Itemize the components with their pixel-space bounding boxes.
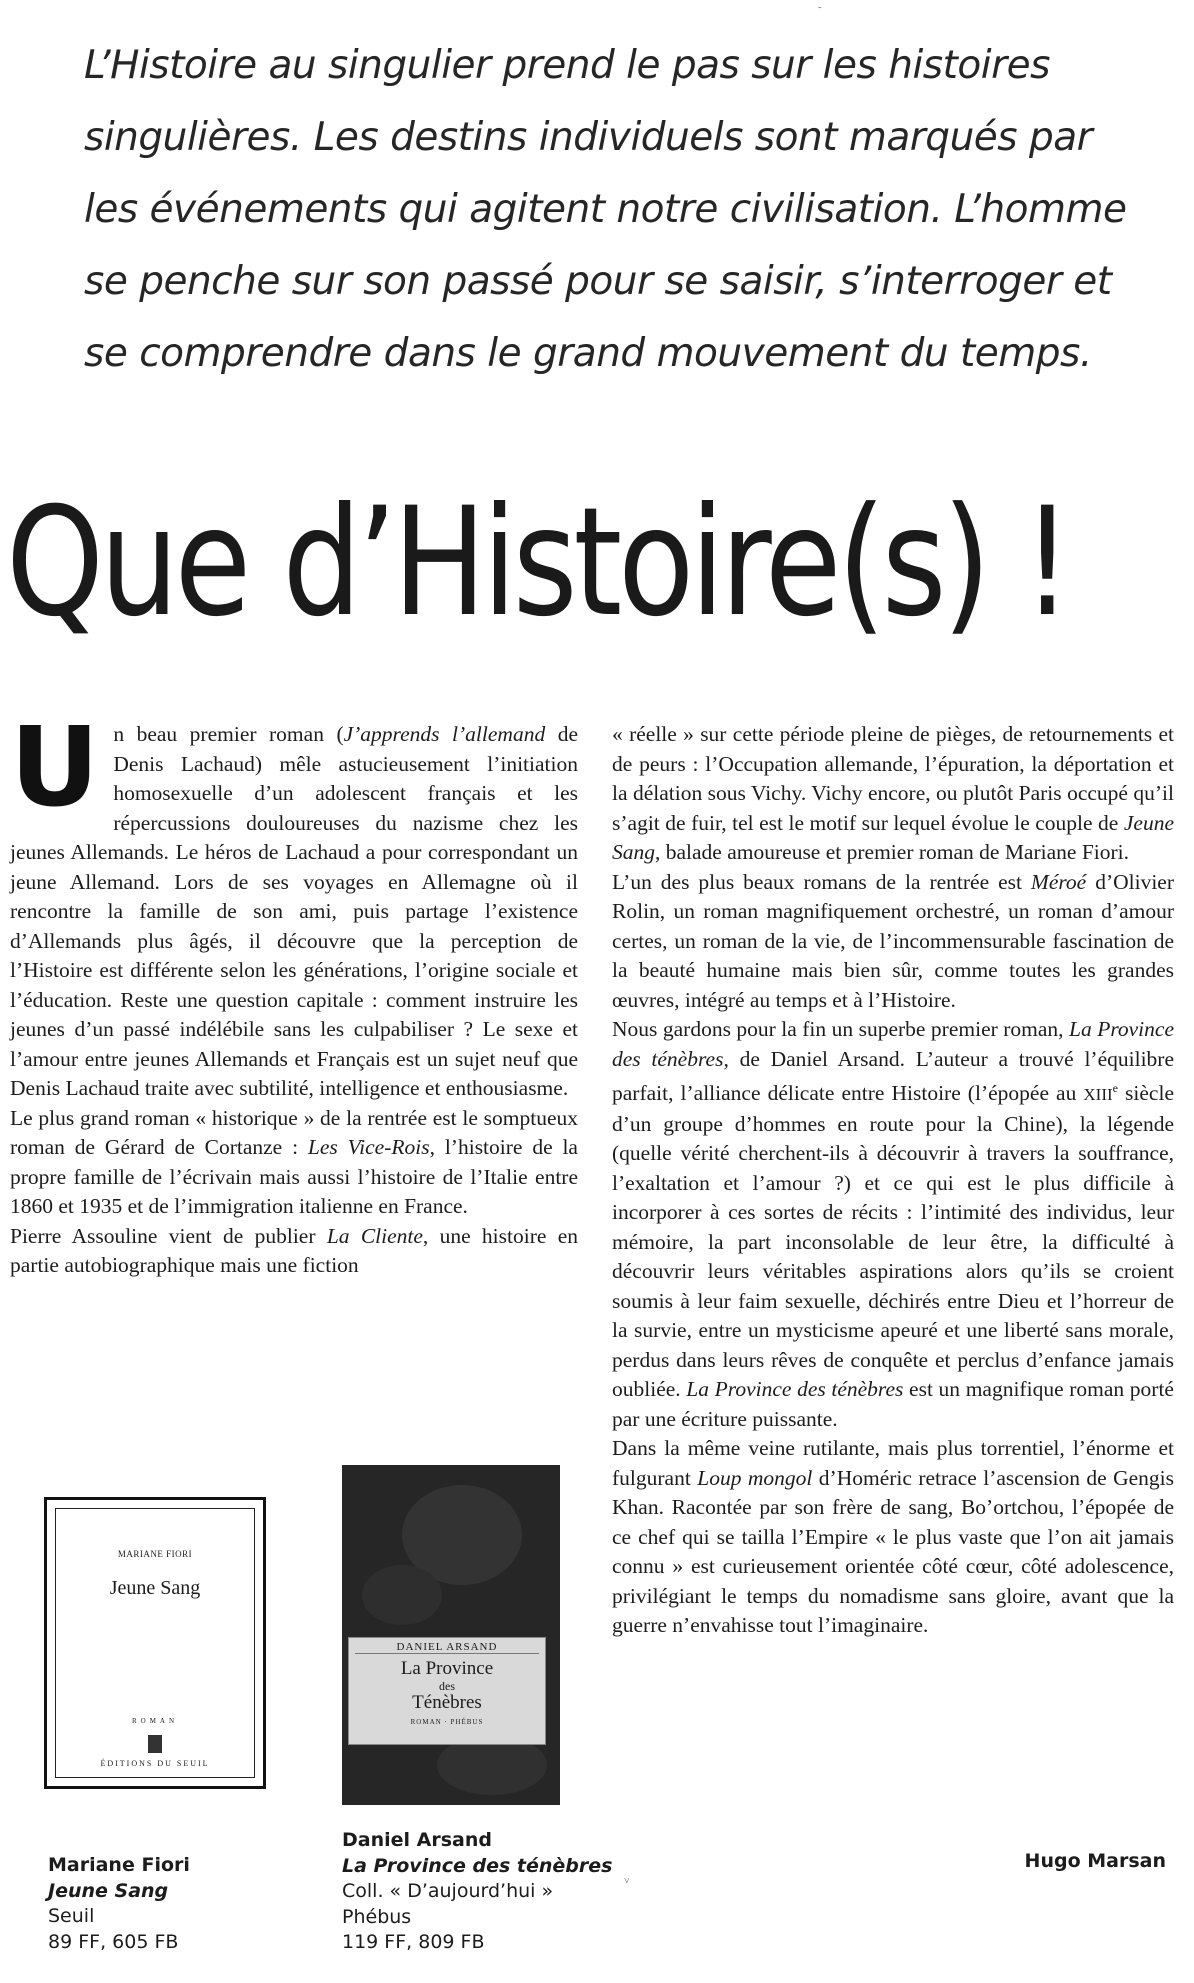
paragraph-fiori <box>612 720 1174 868</box>
text-run: , une histoire en partie autobiographique mais une fiction <box>10 1223 579 1277</box>
text-run: d’Homéric retrace l’ascension de Gengis Khan. Racontée par son frère de sang, Bo’ortchou, l’épopée de ce chef qui se tailla l’Empire « le plus vaste que l’on ait jamais connu » est curieusement orientée côté cœur, côté adolescence, privilégiant le temps du nomadisme sans gloire, avant que la guerre n’envahisse tout l’imaginaire. <box>612 1465 1174 1638</box>
caption-title: Jeune Sang <box>48 1879 169 1902</box>
paragraph-lachaud <box>10 703 578 1104</box>
cover-author: MARIANE FIORI <box>117 1549 193 1559</box>
text-run: Pierre Assouline vient de publier <box>10 1223 327 1248</box>
text-run: Nous gardons pour la fin un superbe premier roman, <box>612 1017 1070 1041</box>
cover-label <box>348 1637 546 1745</box>
caption-title: La Province des ténèbres <box>342 1854 613 1877</box>
drop-cap: U <box>10 703 100 831</box>
cover-illustration <box>342 1465 560 1805</box>
text-run: d’Olivier Rolin, un roman magnifiquement orchestré, un roman d’amour certes, un roman de la vie, de l’incommensurable fascination de la beauté humaine mais bien sûr, comme toutes les grandes œuvres, intégré au temps et à l’Histoire. <box>612 869 1174 1012</box>
cover-title-line: Ténèbres <box>412 1692 482 1713</box>
caption-price: 119 FF, 809 FB <box>342 1931 485 1953</box>
superscript: e <box>1112 1081 1118 1095</box>
caption-publisher: Phébus <box>342 1905 412 1928</box>
paragraph-assouline <box>10 1222 578 1281</box>
text-run: Dans la même veine rutilante, mais plus torrentiel, l’énorme et fulgurant <box>612 1436 1174 1490</box>
paragraph-arsand <box>612 1015 1174 1434</box>
book-cover-province-des-tenebres <box>342 1465 560 1805</box>
cover-genre: ROMAN <box>131 1717 179 1725</box>
century-numeral: XIII <box>1083 1085 1113 1105</box>
text-run: Le plus grand roman « historique » de la rentrée est le somptueux roman de Gérard de Cortanze : <box>10 1105 578 1159</box>
caption-author: Mariane Fiori <box>48 1854 190 1876</box>
book-title: La Cliente <box>326 1223 423 1248</box>
cover-publisher: ÉDITIONS DU SEUIL <box>100 1759 210 1768</box>
text-run: n beau premier roman ( <box>113 722 344 746</box>
intro-paragraph <box>84 30 1144 390</box>
scan-speck: ˅ <box>624 1876 630 1887</box>
cover-subtitle: ROMAN · PHÉBUS <box>410 1718 484 1726</box>
book-title: La Province des ténèbres <box>612 1017 1174 1071</box>
book-title: Jeune Sang <box>612 810 1174 864</box>
text-run: L’un des plus beaux romans de la rentrée est <box>612 869 1031 894</box>
book-title: Les Vice-Rois <box>307 1135 430 1159</box>
book-title: Méroé <box>1030 869 1087 894</box>
text-run: « réelle » sur cette période pleine de pièges, de retournements et de peurs : l’Occupation allemande, l’épuration, la déportation et la délation sous Vichy. Vichy encore, ou plutôt Paris occupé qu’il s’agit de fuir, tel est le motif sur lequel évolue le couple de <box>612 722 1174 835</box>
caption-province-des-tenebres <box>342 1828 612 1956</box>
text-run: , l’histoire de la propre famille de l’écrivain mais aussi l’histoire de l’Italie entre 1860 et 1935 et de l’immigration italienne en France. <box>10 1135 578 1218</box>
page-title: Que d’Histoire(s) ! <box>6 476 1069 650</box>
caption-author: Daniel Arsand <box>342 1829 492 1851</box>
paragraph-homeric <box>612 1434 1174 1641</box>
text-run: est un magnifique roman porté par une écriture puissante. <box>612 1377 1174 1431</box>
author-signature: Hugo Marsan <box>1024 1850 1166 1872</box>
caption-jeune-sang <box>48 1853 190 1955</box>
publisher-logo-icon <box>148 1735 162 1753</box>
article-column-right <box>612 720 1174 1641</box>
book-title: J’apprends l’allemand <box>343 722 546 746</box>
text-run: siècle d’un groupe d’hommes en route pour la Chine), la légende (quelle vérité cherchent-ils à découvrir à travers la souffrance, l’exaltation et l’amour ?) et ce qui est le plus difficile à incorporer à ces sortes de récits : l’intimité des individus, leur mémoire, la part inconsolable de leur être, la difficulté à découvrir leurs véritables aspirations alors qu’ils se croient soumis à leur faim sexuelle, déchirés entre Dieu et l’horreur de la survie, entre un mysticisme apeuré et une liberté sans morale, perdus dans leurs rêves de conquête et perclus d’enfance jamais oubliée. <box>612 1081 1174 1402</box>
paragraph-rolin <box>612 868 1174 1016</box>
book-title: La Province des ténèbres <box>686 1377 904 1402</box>
intro-text: L’Histoire au singulier prend le pas sur les histoires singulières. Les destins individuels sont marqués par les événements qui agitent notre civilisation. L’homme se penche sur son passé pour se saisir, s’interroger et se comprendre dans le grand mouvement du temps. <box>84 43 1127 376</box>
cover-title-line: La Province <box>400 1658 494 1679</box>
book-cover-jeune-sang <box>44 1497 266 1789</box>
caption-collection: Coll. « D’aujourd’hui » <box>342 1880 554 1902</box>
cover-title-line: des <box>439 1679 455 1693</box>
text-run: , de Daniel Arsand. L’auteur a trouvé l’équilibre parfait, l’alliance délicate entre Histoire (l’épopée au <box>612 1046 1174 1106</box>
caption-price: 89 FF, 605 FB <box>48 1930 179 1953</box>
scan-speck: ˜ <box>818 6 822 17</box>
text-run: , balade amoureuse et premier roman de Mariane Fiori. <box>655 840 1130 864</box>
caption-publisher: Seuil <box>48 1905 95 1927</box>
book-title: Loup mongol <box>697 1465 813 1490</box>
text-run: de Denis Lachaud) mêle astucieusement l’initiation homosexuelle d’un adolescent français et les répercussions douloureuses du nazisme chez les jeunes Allemands. Le héros de Lachaud a pour correspondant un jeune Allemand. Lors de ses voyages en Allemagne où il rencontre la famille de son ami, puis partage l’existence d’Allemands plus âgés, il découvre que la perception de l’Histoire est différente selon les générations, l’origine sociale et l’éducation. Reste une question capitale : comment instruire les jeunes d’un passé indélébile sans les culpabiliser ? Le sexe et l’amour entre jeunes Allemands et Français est un sujet neuf que Denis Lachaud traite avec subtilité, intelligence et enthousiasme. <box>10 722 578 1100</box>
article-column-left <box>10 703 579 1281</box>
paragraph-cortanze <box>10 1104 578 1222</box>
cover-author: DANIEL ARSAND <box>355 1638 539 1654</box>
cover-frame <box>55 1508 255 1778</box>
cover-title: Jeune Sang <box>109 1577 201 1599</box>
